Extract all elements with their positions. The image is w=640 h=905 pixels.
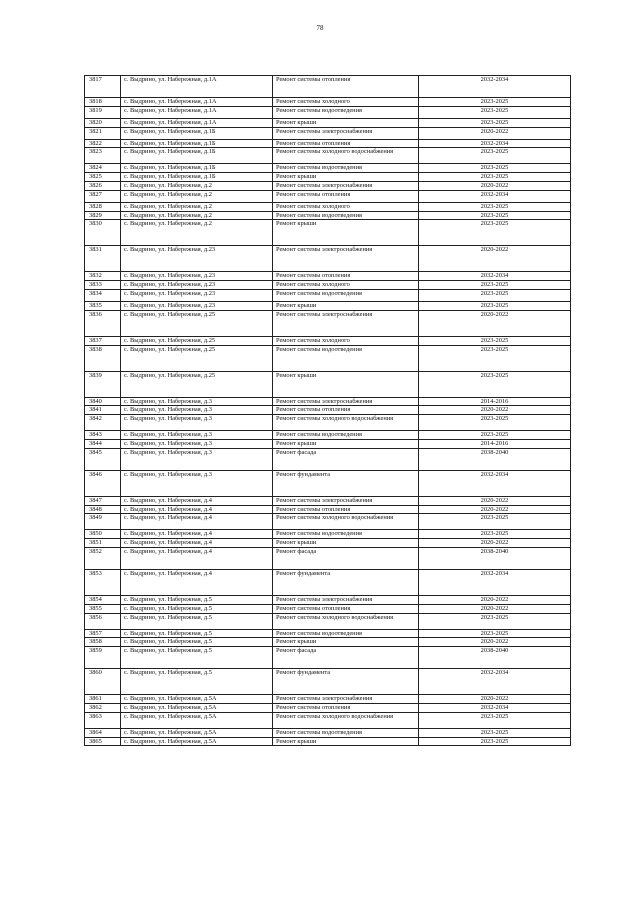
period-cell: 2020-2022 (419, 127, 571, 139)
row-number: 3820 (85, 118, 121, 127)
address-cell: с. Выдрино, ул. Набережная, д.2 (121, 202, 273, 211)
address-cell: с. Выдрино, ул. Набережная, д.1Б (121, 173, 273, 182)
row-number: 3833 (85, 281, 121, 290)
table-row (85, 371, 571, 397)
table-row (85, 695, 571, 704)
table-row (85, 211, 571, 220)
work-type-cell: Ремонт системы холодного (273, 202, 419, 211)
work-type-cell: Ремонт системы отопления (273, 76, 419, 98)
address-cell: с. Выдрино, ул. Набережная, д.23 (121, 272, 273, 281)
address-cell: с. Выдрино, ул. Набережная, д.5А (121, 695, 273, 704)
period-cell: 2023-2025 (419, 211, 571, 220)
table-row (85, 190, 571, 202)
work-type-cell: Ремонт системы водоотведения (273, 728, 419, 737)
row-number: 3845 (85, 448, 121, 470)
address-cell: с. Выдрино, ул. Набережная, д.1А (121, 106, 273, 118)
table-row (85, 98, 571, 107)
table-row (85, 712, 571, 728)
work-type-cell: Ремонт системы водоотведения (273, 164, 419, 173)
address-cell: с. Выдрино, ул. Набережная, д.3 (121, 470, 273, 496)
work-type-cell: Ремонт системы водоотведения (273, 431, 419, 440)
row-number: 3857 (85, 629, 121, 638)
work-type-cell: Ремонт системы отопления (273, 190, 419, 202)
table-row (85, 220, 571, 246)
period-cell: 2032-2034 (419, 470, 571, 496)
table-row (85, 669, 571, 695)
period-cell: 2023-2025 (419, 173, 571, 182)
address-cell: с. Выдрино, ул. Набережная, д.2 (121, 220, 273, 246)
period-cell: 2020-2022 (419, 181, 571, 190)
table-row (85, 470, 571, 496)
period-cell: 2032-2034 (419, 190, 571, 202)
table-row (85, 604, 571, 613)
row-number: 3824 (85, 164, 121, 173)
work-type-cell: Ремонт системы электроснабжения (273, 695, 419, 704)
table-row (85, 496, 571, 505)
table-row (85, 629, 571, 638)
capital-repair-table (84, 75, 571, 746)
row-number: 3859 (85, 647, 121, 669)
row-number: 3832 (85, 272, 121, 281)
table-row (85, 439, 571, 448)
row-number: 3854 (85, 595, 121, 604)
work-type-cell: Ремонт системы водоотведения (273, 629, 419, 638)
table-row (85, 345, 571, 371)
table-row (85, 431, 571, 440)
period-cell: 2023-2025 (419, 514, 571, 530)
table-row (85, 281, 571, 290)
period-cell: 2023-2025 (419, 202, 571, 211)
period-cell: 2023-2025 (419, 737, 571, 746)
row-number: 3848 (85, 505, 121, 514)
period-cell: 2020-2022 (419, 539, 571, 548)
work-type-cell: Ремонт системы холодного (273, 336, 419, 345)
work-type-cell: Ремонт крыши (273, 539, 419, 548)
work-type-cell: Ремонт системы электроснабжения (273, 595, 419, 604)
period-cell: 2032-2034 (419, 669, 571, 695)
work-type-cell: Ремонт системы отопления (273, 505, 419, 514)
table-row (85, 310, 571, 336)
period-cell: 2020-2022 (419, 246, 571, 272)
work-type-cell: Ремонт системы холодного водоснабжения (273, 148, 419, 164)
work-type-cell: Ремонт системы холодного водоснабжения (273, 415, 419, 431)
address-cell: с. Выдрино, ул. Набережная, д.1А (121, 118, 273, 127)
work-type-cell: Ремонт системы водоотведения (273, 345, 419, 371)
work-type-cell: Ремонт крыши (273, 371, 419, 397)
address-cell: с. Выдрино, ул. Набережная, д.5А (121, 712, 273, 728)
table-row (85, 127, 571, 139)
address-cell: с. Выдрино, ул. Набережная, д.5 (121, 613, 273, 629)
row-number: 3855 (85, 604, 121, 613)
address-cell: с. Выдрино, ул. Набережная, д.23 (121, 289, 273, 301)
work-type-cell: Ремонт фасада (273, 647, 419, 669)
table-row (85, 289, 571, 301)
work-type-cell: Ремонт крыши (273, 638, 419, 647)
address-cell: с. Выдрино, ул. Набережная, д.5 (121, 595, 273, 604)
period-cell: 2023-2025 (419, 530, 571, 539)
table-row (85, 415, 571, 431)
work-type-cell: Ремонт системы отопления (273, 406, 419, 415)
address-cell: с. Выдрино, ул. Набережная, д.4 (121, 530, 273, 539)
address-cell: с. Выдрино, ул. Набережная, д.4 (121, 569, 273, 595)
table-row (85, 106, 571, 118)
row-number: 3840 (85, 397, 121, 406)
row-number: 3821 (85, 127, 121, 139)
row-number: 3863 (85, 712, 121, 728)
address-cell: с. Выдрино, ул. Набережная, д.2 (121, 181, 273, 190)
row-number: 3849 (85, 514, 121, 530)
row-number: 3865 (85, 737, 121, 746)
period-cell: 2032-2034 (419, 272, 571, 281)
table-row (85, 547, 571, 569)
table-row (85, 139, 571, 148)
work-type-cell: Ремонт системы отопления (273, 272, 419, 281)
period-cell: 2020-2022 (419, 595, 571, 604)
table-row (85, 336, 571, 345)
address-cell: с. Выдрино, ул. Набережная, д.4 (121, 505, 273, 514)
row-number: 3825 (85, 173, 121, 182)
period-cell: 2023-2025 (419, 164, 571, 173)
table-row (85, 397, 571, 406)
row-number: 3836 (85, 310, 121, 336)
row-number: 3850 (85, 530, 121, 539)
row-number: 3864 (85, 728, 121, 737)
table-row (85, 448, 571, 470)
row-number: 3827 (85, 190, 121, 202)
row-number: 3843 (85, 431, 121, 440)
period-cell: 2023-2025 (419, 301, 571, 310)
table-row (85, 613, 571, 629)
address-cell: с. Выдрино, ул. Набережная, д.5А (121, 728, 273, 737)
period-cell: 2020-2022 (419, 496, 571, 505)
work-type-cell: Ремонт системы водоотведения (273, 106, 419, 118)
period-cell: 2023-2025 (419, 220, 571, 246)
address-cell: с. Выдрино, ул. Набережная, д.3 (121, 406, 273, 415)
work-type-cell: Ремонт фундамента (273, 470, 419, 496)
table-body (85, 76, 571, 746)
table-row (85, 76, 571, 98)
address-cell: с. Выдрино, ул. Набережная, д.25 (121, 336, 273, 345)
row-number: 3847 (85, 496, 121, 505)
period-cell: 2023-2025 (419, 98, 571, 107)
row-number: 3823 (85, 148, 121, 164)
period-cell: 2020-2022 (419, 505, 571, 514)
address-cell: с. Выдрино, ул. Набережная, д.23 (121, 301, 273, 310)
address-cell: с. Выдрино, ул. Набережная, д.5А (121, 737, 273, 746)
address-cell: с. Выдрино, ул. Набережная, д.5 (121, 669, 273, 695)
period-cell: 2014-2016 (419, 439, 571, 448)
row-number: 3835 (85, 301, 121, 310)
work-type-cell: Ремонт системы электроснабжения (273, 181, 419, 190)
row-number: 3834 (85, 289, 121, 301)
period-cell: 2023-2025 (419, 415, 571, 431)
period-cell: 2038-2040 (419, 647, 571, 669)
row-number: 3846 (85, 470, 121, 496)
row-number: 3819 (85, 106, 121, 118)
period-cell: 2032-2034 (419, 569, 571, 595)
period-cell: 2023-2025 (419, 289, 571, 301)
period-cell: 2023-2025 (419, 613, 571, 629)
row-number: 3822 (85, 139, 121, 148)
work-type-cell: Ремонт крыши (273, 220, 419, 246)
period-cell: 2023-2025 (419, 106, 571, 118)
address-cell: с. Выдрино, ул. Набережная, д.4 (121, 547, 273, 569)
table-row (85, 647, 571, 669)
row-number: 3829 (85, 211, 121, 220)
address-cell: с. Выдрино, ул. Набережная, д.4 (121, 514, 273, 530)
address-cell: с. Выдрино, ул. Набережная, д.1Б (121, 139, 273, 148)
table-row (85, 148, 571, 164)
period-cell: 2020-2022 (419, 695, 571, 704)
address-cell: с. Выдрино, ул. Набережная, д.5 (121, 604, 273, 613)
address-cell: с. Выдрино, ул. Набережная, д.5 (121, 638, 273, 647)
table-row (85, 530, 571, 539)
address-cell: с. Выдрино, ул. Набережная, д.3 (121, 397, 273, 406)
address-cell: с. Выдрино, ул. Набережная, д.5 (121, 647, 273, 669)
table-row (85, 703, 571, 712)
table-row (85, 164, 571, 173)
work-type-cell: Ремонт фасада (273, 448, 419, 470)
table-row (85, 595, 571, 604)
work-type-cell: Ремонт системы холодного водоснабжения (273, 613, 419, 629)
period-cell: 2038-2040 (419, 547, 571, 569)
table-row (85, 181, 571, 190)
period-cell: 2023-2025 (419, 629, 571, 638)
work-type-cell: Ремонт системы холодного водоснабжения (273, 712, 419, 728)
work-type-cell: Ремонт системы электроснабжения (273, 127, 419, 139)
table-row (85, 638, 571, 647)
work-type-cell: Ремонт крыши (273, 439, 419, 448)
address-cell: с. Выдрино, ул. Набережная, д.2 (121, 190, 273, 202)
period-cell: 2032-2034 (419, 139, 571, 148)
work-type-cell: Ремонт системы электроснабжения (273, 496, 419, 505)
address-cell: с. Выдрино, ул. Набережная, д.25 (121, 371, 273, 397)
address-cell: с. Выдрино, ул. Набережная, д.1Б (121, 127, 273, 139)
address-cell: с. Выдрино, ул. Набережная, д.5А (121, 703, 273, 712)
row-number: 3828 (85, 202, 121, 211)
table-row (85, 118, 571, 127)
table-row (85, 272, 571, 281)
period-cell: 2038-2040 (419, 448, 571, 470)
table-row (85, 728, 571, 737)
row-number: 3838 (85, 345, 121, 371)
work-type-cell: Ремонт системы отопления (273, 703, 419, 712)
period-cell: 2023-2025 (419, 431, 571, 440)
work-type-cell: Ремонт системы отопления (273, 139, 419, 148)
address-cell: с. Выдрино, ул. Набережная, д.1А (121, 76, 273, 98)
row-number: 3860 (85, 669, 121, 695)
address-cell: с. Выдрино, ул. Набережная, д.4 (121, 539, 273, 548)
work-type-cell: Ремонт крыши (273, 737, 419, 746)
table-row (85, 301, 571, 310)
period-cell: 2023-2025 (419, 336, 571, 345)
row-number: 3851 (85, 539, 121, 548)
work-type-cell: Ремонт крыши (273, 301, 419, 310)
row-number: 3861 (85, 695, 121, 704)
row-number: 3826 (85, 181, 121, 190)
period-cell: 2020-2022 (419, 638, 571, 647)
row-number: 3839 (85, 371, 121, 397)
table-row (85, 569, 571, 595)
period-cell: 2023-2025 (419, 118, 571, 127)
period-cell: 2023-2025 (419, 148, 571, 164)
row-number: 3842 (85, 415, 121, 431)
address-cell: с. Выдрино, ул. Набережная, д.5 (121, 629, 273, 638)
work-type-cell: Ремонт крыши (273, 118, 419, 127)
row-number: 3841 (85, 406, 121, 415)
address-cell: с. Выдрино, ул. Набережная, д.3 (121, 431, 273, 440)
work-type-cell: Ремонт фундамента (273, 569, 419, 595)
row-number: 3837 (85, 336, 121, 345)
work-type-cell: Ремонт системы электроснабжения (273, 310, 419, 336)
table-row (85, 406, 571, 415)
address-cell: с. Выдрино, ул. Набережная, д.3 (121, 448, 273, 470)
row-number: 3818 (85, 98, 121, 107)
work-type-cell: Ремонт системы холодного водоснабжения (273, 514, 419, 530)
work-type-cell: Ремонт системы холодного (273, 281, 419, 290)
row-number: 3831 (85, 246, 121, 272)
work-type-cell: Ремонт фундамента (273, 669, 419, 695)
period-cell: 2014-2016 (419, 397, 571, 406)
row-number: 3844 (85, 439, 121, 448)
work-type-cell: Ремонт системы электроснабжения (273, 397, 419, 406)
address-cell: с. Выдрино, ул. Набережная, д.23 (121, 281, 273, 290)
row-number: 3862 (85, 703, 121, 712)
row-number: 3852 (85, 547, 121, 569)
table-row (85, 514, 571, 530)
row-number: 3830 (85, 220, 121, 246)
work-type-cell: Ремонт системы водоотведения (273, 530, 419, 539)
page-number: 78 (316, 24, 324, 32)
table-row (85, 202, 571, 211)
work-type-cell: Ремонт системы отопления (273, 604, 419, 613)
period-cell: 2020-2022 (419, 406, 571, 415)
address-cell: с. Выдрино, ул. Набережная, д.2 (121, 211, 273, 220)
address-cell: с. Выдрино, ул. Набережная, д.23 (121, 246, 273, 272)
period-cell: 2023-2025 (419, 345, 571, 371)
period-cell: 2032-2034 (419, 703, 571, 712)
work-type-cell: Ремонт крыши (273, 173, 419, 182)
period-cell: 2032-2034 (419, 76, 571, 98)
period-cell: 2020-2022 (419, 604, 571, 613)
address-cell: с. Выдрино, ул. Набережная, д.3 (121, 415, 273, 431)
table-row (85, 539, 571, 548)
row-number: 3856 (85, 613, 121, 629)
address-cell: с. Выдрино, ул. Набережная, д.1А (121, 98, 273, 107)
address-cell: с. Выдрино, ул. Набережная, д.4 (121, 496, 273, 505)
work-type-cell: Ремонт системы холодного (273, 98, 419, 107)
address-cell: с. Выдрино, ул. Набережная, д.25 (121, 345, 273, 371)
period-cell: 2023-2025 (419, 712, 571, 728)
work-type-cell: Ремонт системы водоотведения (273, 211, 419, 220)
row-number: 3858 (85, 638, 121, 647)
work-type-cell: Ремонт системы электроснабжения (273, 246, 419, 272)
table-row (85, 737, 571, 746)
period-cell: 2020-2022 (419, 310, 571, 336)
address-cell: с. Выдрино, ул. Набережная, д.25 (121, 310, 273, 336)
period-cell: 2023-2025 (419, 371, 571, 397)
period-cell: 2023-2025 (419, 281, 571, 290)
work-type-cell: Ремонт системы водоотведения (273, 289, 419, 301)
table-row (85, 505, 571, 514)
table-row (85, 246, 571, 272)
period-cell: 2023-2025 (419, 728, 571, 737)
address-cell: с. Выдрино, ул. Набережная, д.3 (121, 439, 273, 448)
row-number: 3817 (85, 76, 121, 98)
table-row (85, 173, 571, 182)
address-cell: с. Выдрино, ул. Набережная, д.1Б (121, 164, 273, 173)
work-type-cell: Ремонт фасада (273, 547, 419, 569)
address-cell: с. Выдрино, ул. Набережная, д.1Б (121, 148, 273, 164)
row-number: 3853 (85, 569, 121, 595)
